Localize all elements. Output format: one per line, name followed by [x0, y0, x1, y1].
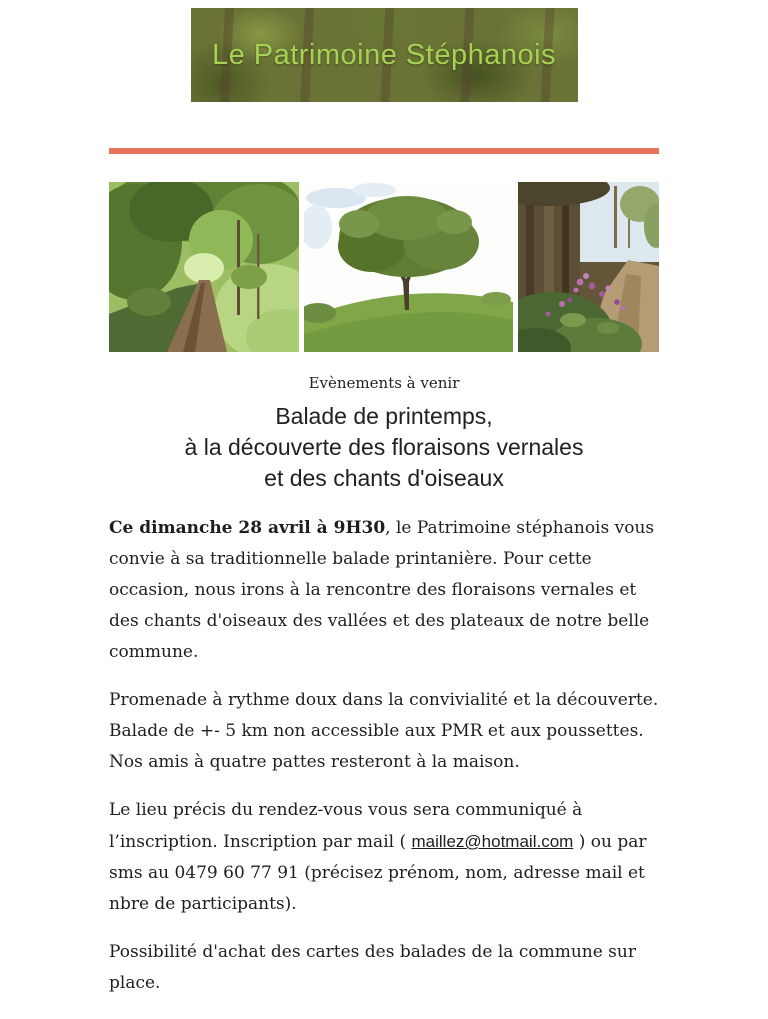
event-details-text: , le Patrimoine stéphanois vous convie à sa traditionnelle balade printanière. Pour cette occasion, nous irons à la rencontre des floraisons vernales et des chants d'oiseaux des vallées et des plateaux de notre belle commune.: [109, 518, 655, 662]
body-text: [109, 513, 659, 999]
flower-path-photo: [518, 182, 659, 352]
lone-tree-photo: [304, 182, 513, 352]
registration-text-before: Le lieu précis du rendez-vous vous sera communiqué à l’inscription. Inscription par mail (: [109, 800, 583, 852]
registration-text-after: ) ou par sms au 0479 60 77 91 (précisez prénom, nom, adresse mail et nbre de participants).: [109, 832, 647, 914]
photo-row: [109, 182, 659, 352]
newsletter-page: [0, 8, 768, 1019]
event-title-line1: Balade de printemps,: [275, 403, 493, 429]
banner-title: Le Patrimoine Stéphanois: [211, 38, 557, 71]
event-kicker: Evènements à venir: [308, 374, 460, 392]
event-title-line3: et des chants d'oiseaux: [264, 465, 504, 491]
event-title: [0, 401, 768, 494]
paragraph-registration: [109, 795, 659, 920]
banner-image: [191, 8, 578, 102]
orange-divider: [109, 148, 659, 154]
event-title-line2: à la découverte des floraisons vernales: [184, 434, 584, 460]
email-link[interactable]: maillez@hotmail.com: [411, 832, 574, 851]
paragraph-walk-info: Promenade à rythme doux dans la convivialité et la découverte. Balade de +- 5 km non accessible aux PMR et aux poussettes. Nos amis à quatre pattes resteront à la maison.: [109, 690, 659, 772]
paragraph-event-details: [109, 513, 659, 668]
event-date-bold: Ce dimanche 28 avril à 9H30: [109, 518, 386, 538]
paragraph-maps: Possibilité d'achat des cartes des balades de la commune sur place.: [109, 942, 636, 993]
forest-path-photo: [109, 182, 299, 352]
